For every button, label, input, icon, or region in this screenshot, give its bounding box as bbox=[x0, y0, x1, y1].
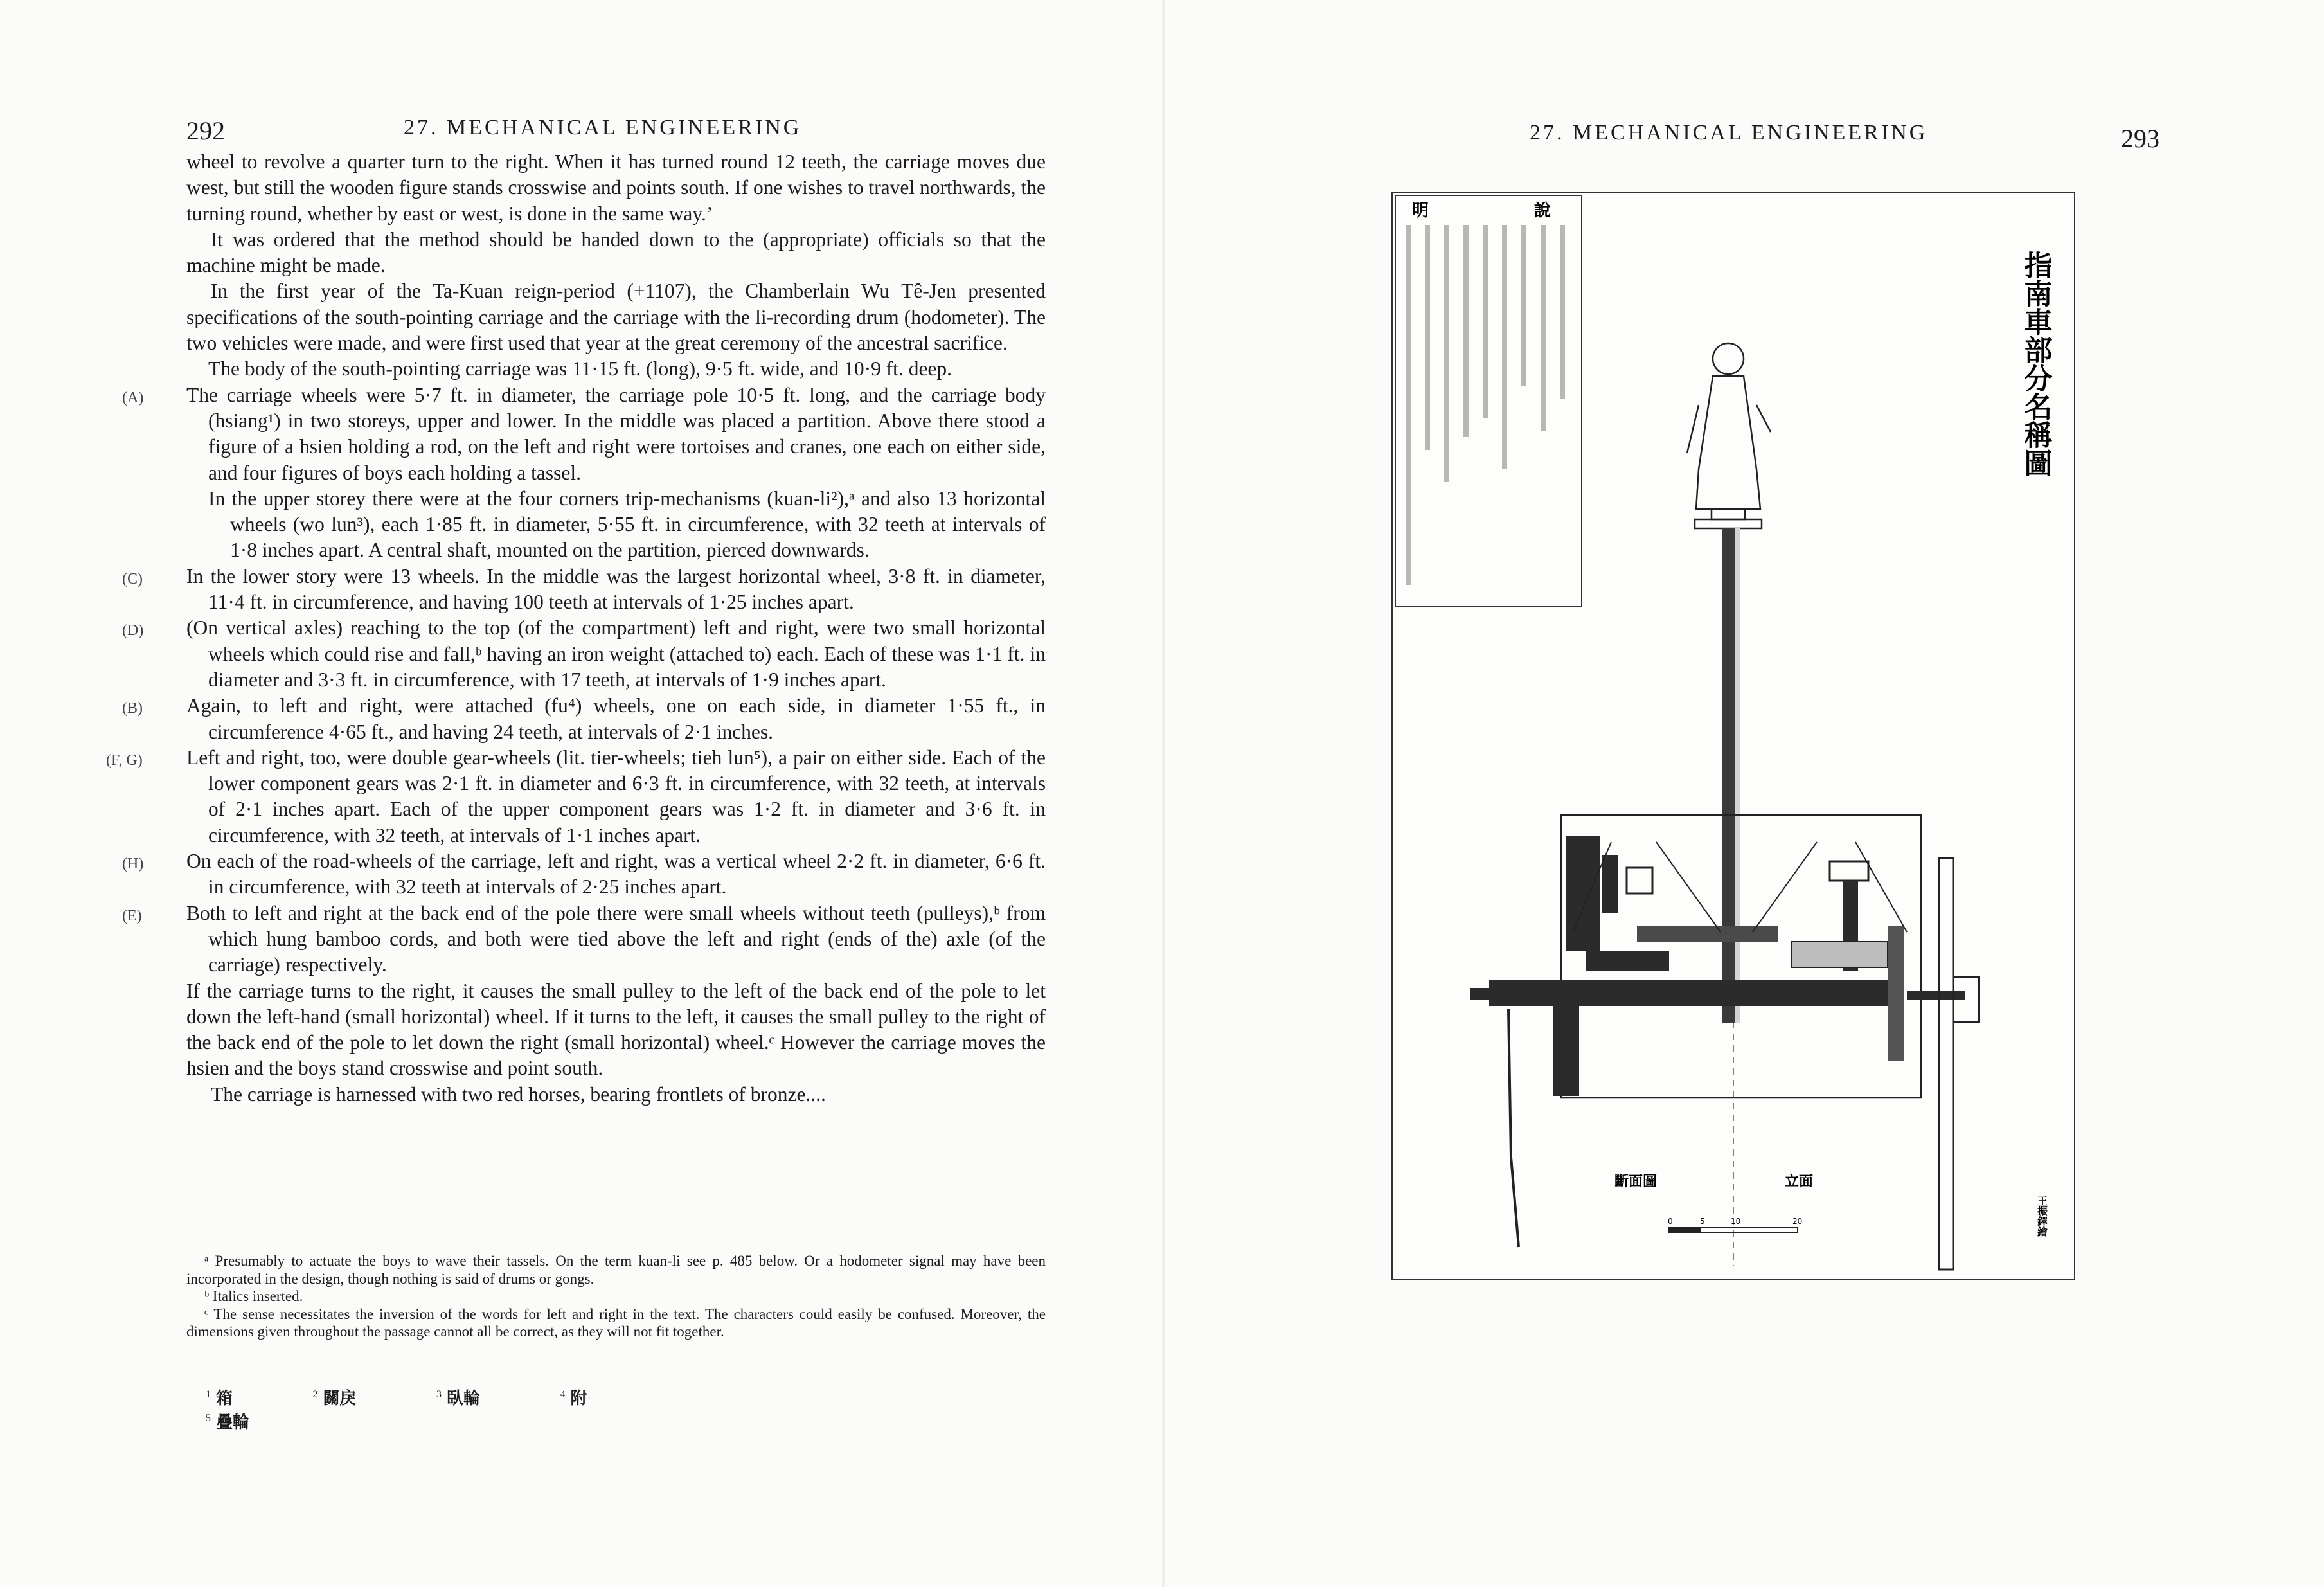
author-stamp: 王振鐸繪 bbox=[2035, 1196, 2048, 1237]
footnote: ᵃ Presumably to actuate the boys to wave their tassels. On the term kuan-li see p. 485 below. Or a hodometer signal may have been incorporated in the design, though nothing is said of drums or gongs. bbox=[186, 1253, 1046, 1287]
paragraph: (F, G) Left and right, too, were double gear-wheels (lit. tier-wheels; tieh lun⁵), a pair on either side. Each of the lower component gears was 2·1 ft. in diameter and 6·3 ft. in circumference, with 32 teeth, at intervals of 2·1 inches apart. Each of the upper component gears was 1·2 ft. in diameter and 3·6 ft. in circumference, with 32 teeth, at intervals of 1·1 inches apart. bbox=[106, 746, 1046, 847]
legend-box bbox=[1395, 195, 1582, 607]
page-number-left: 292 bbox=[186, 116, 225, 145]
left-page bbox=[0, 0, 1157, 1587]
section-label-left: 斷面圖 bbox=[1614, 1174, 1658, 1190]
footnote: ᶜ The sense necessitates the inversion of the words for left and right in the text. The characters could easily be confused. Moreover, the dimensions given throughout the passage cannot all be correct, as they will not fit together. bbox=[186, 1305, 1046, 1340]
margin-label: (E) bbox=[122, 907, 142, 924]
margin-label: (D) bbox=[122, 622, 144, 640]
figure-vertical-title: 指南車部分名稱圖 bbox=[2019, 251, 2052, 477]
footnotes bbox=[186, 1252, 1046, 1341]
margin-label: (B) bbox=[122, 700, 143, 717]
running-head-left: 27. MECHANICAL ENGINEERING bbox=[404, 116, 802, 139]
figure-528 bbox=[1391, 192, 2075, 1280]
paragraph: (A) The carriage wheels were 5·7 ft. in diameter, the carriage pole 10·5 ft. long, and the carriage body (hsiang¹) in two storeys, upper and lower. In the middle was placed a partition. Above there stood a figure of a hsien holding a rod, on the left and right were tortoises and cranes, one each on either side, and four figures of boys each holding a tassel. bbox=[122, 383, 1046, 484]
character-notes bbox=[206, 1385, 784, 1433]
paragraph: The carriage is harnessed with two red horses, bearing frontlets of bronze.... bbox=[211, 1082, 826, 1106]
paragraph: (D) (On vertical axles) reaching to the top (of the compartment) left and right, were two small horizontal wheels which could rise and fall,ᵇ having an iron weight (attached to) each. Each of these was 1·1 ft. in diameter and 3·3 ft. in circumference, with 17 teeth, at intervals of 1·9 inches apart. bbox=[122, 616, 1046, 691]
paragraph: The body of the south-pointing carriage was 11·15 ft. (long), 9·5 ft. wide, and 10·9 ft. deep. bbox=[208, 357, 952, 381]
running-head-right: 27. MECHANICAL ENGINEERING bbox=[1530, 121, 1928, 145]
paragraph: In the first year of the Ta-Kuan reign-period (+1107), the Chamberlain Wu Tê-Jen presented specifications of the south-pointing carriage and the carriage with the li-recording drum (hodometer). The two vehicles were made, and were first used that year at the great ceremony of the ancestral sacrifice. bbox=[186, 280, 1046, 355]
legend-heading-right: 說 bbox=[1534, 201, 1551, 220]
char-note: $^3$ 臥輪 bbox=[436, 1389, 481, 1408]
scale-bar bbox=[1668, 1217, 1802, 1233]
legend-columns bbox=[1406, 225, 1565, 585]
page-number-right: 293 bbox=[2121, 124, 2159, 153]
char-note: $^2$ 關戾 bbox=[312, 1389, 357, 1408]
paragraph: wheel to revolve a quarter turn to the right. When it has turned round 12 teeth, the carriage moves due west, but still the wooden figure stands crosswise and points south. If one wishes to travel northwards, the turning round, whether by east or west, is done in the same way.’ bbox=[186, 150, 1046, 225]
char-note: $^4$ 附 bbox=[560, 1389, 587, 1408]
pointing-figure bbox=[1687, 343, 1771, 528]
paragraph: (H) On each of the road-wheels of the carriage, left and right, was a vertical wheel 2·2 ft. in diameter, 6·6 ft. in circumference, with 32 teeth at intervals of 2·25 inches apart. bbox=[122, 850, 1046, 899]
mechanism-drawing bbox=[1393, 193, 2074, 1279]
char-note: $^1$ 箱 bbox=[206, 1389, 233, 1408]
body-text bbox=[106, 149, 1046, 1107]
paragraph: (B) Again, to left and right, were attached (fu⁴) wheels, one on each side, in diameter 1·55 ft., in circumference 4·65 ft., and having 24 teeth, at intervals of 2·1 inches. bbox=[122, 694, 1046, 743]
paragraph: If the carriage turns to the right, it causes the small pulley to the left of the back end of the pole to let down the left-hand (small horizontal) wheel. If it turns to the left, it causes the small pulley to the right of the back end of the pole to let down the right (small horizontal) wheel.ᶜ However the carriage moves the hsien and the boys stand crosswise and point south. bbox=[186, 979, 1046, 1080]
margin-label: (A) bbox=[122, 389, 144, 406]
svg-text:5: 5 bbox=[1700, 1217, 1705, 1226]
central-shaft bbox=[1722, 528, 1740, 1023]
section-label-right: 立面 bbox=[1785, 1174, 1814, 1190]
gear-train bbox=[1470, 836, 1965, 1096]
margin-label: (H) bbox=[122, 856, 144, 873]
book-gutter bbox=[1162, 0, 1165, 1587]
char-note: $^5$ 疊輪 bbox=[206, 1413, 250, 1431]
footnote: ᵇ Italics inserted. bbox=[204, 1288, 303, 1304]
margin-label: (C) bbox=[122, 570, 143, 587]
svg-text:20: 20 bbox=[1792, 1217, 1803, 1226]
paragraph: (C) In the lower story were 13 wheels. In the middle was the largest horizontal wheel, 3·8 ft. in diameter, 11·4 ft. in circumference, and having 100 teeth at intervals of 1·25 inches apart. bbox=[122, 564, 1046, 614]
svg-text:0: 0 bbox=[1668, 1217, 1673, 1226]
paragraph: In the upper storey there were at the four corners trip-mechanisms (kuan-li²),ᵃ and also 13 horizontal wheels (wo lun³), each 1·85 ft. in diameter, 5·55 ft. in circumference, with 32 teeth at intervals of 1·8 inches apart. A central shaft, mounted on the partition, pierced downwards. bbox=[208, 487, 1046, 562]
paragraph: It was ordered that the method should be handed down to the (appropriate) officials so that the machine might be made. bbox=[186, 228, 1046, 277]
margin-label: (F, G) bbox=[106, 751, 143, 769]
svg-text:10: 10 bbox=[1731, 1217, 1741, 1226]
paragraph: (E) Both to left and right at the back end of the pole there were small wheels without teeth (pulleys),ᵇ from which hung bamboo cords, and both were tied above the left and right (ends of the) axle (of the carriage) respectively. bbox=[122, 901, 1046, 976]
legend-heading-left: 明 bbox=[1412, 201, 1429, 220]
